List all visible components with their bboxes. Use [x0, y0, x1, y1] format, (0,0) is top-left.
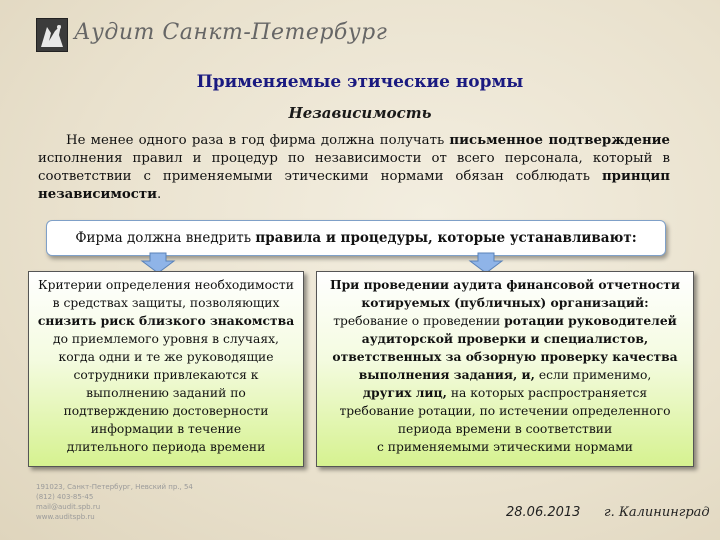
box-line: выполнению заданий по [86, 386, 246, 400]
box-line: сотрудники привлекаются к [73, 368, 259, 382]
box-line: подтверждению достоверности [63, 404, 269, 418]
box-line: Критерии определения необходимости [38, 278, 294, 292]
box-line: в средствах защиты, позволяющих [52, 296, 280, 310]
box-bold-text: ротации руководителей [504, 313, 677, 328]
logo-icon [36, 18, 68, 52]
banner-bold-text: правила и процедуры, которые устанавливают: [255, 230, 637, 246]
page-title: Применяемые этические нормы [196, 72, 524, 92]
para-text-2: исполнения правил и процедур по независимости от всего персонала, который в соответствии с применяемыми этическими нормами обязан соблюдать [38, 151, 670, 184]
box-line [317, 312, 693, 330]
box-line: с применяемыми этическими нормами [376, 440, 633, 454]
box-bold-text: других лиц, [362, 385, 447, 400]
box-line [317, 384, 693, 402]
box-bold-text: выполнения задания, и, [358, 367, 535, 382]
box-line: периода времени в соответствии [397, 422, 613, 436]
box-line: длительного периода времени [66, 440, 266, 454]
footer-phone: (812) 403-85-45 [36, 493, 94, 501]
box-line: ответственных за обзорную проверку качества [332, 349, 678, 364]
box-line: котируемых (публичных) организаций: [361, 295, 649, 310]
footer-website: www.auditspb.ru [36, 513, 95, 521]
footer-address-line: 191023, Санкт-Петербург, Невский пр., 54 [36, 483, 193, 491]
box-line: когда одни и те же руководящие [58, 350, 274, 364]
box-line: до приемлемого уровня в случаях, [53, 332, 279, 346]
box-line: снизить риск близкого знакомства [37, 313, 295, 328]
para-bold-2: принцип независимости [38, 169, 670, 202]
banner-text: Фирма должна внедрить [75, 230, 256, 246]
box-text: на которых распространяется [446, 386, 648, 400]
box-line: аудиторской проверки и специалистов, [361, 331, 649, 346]
box-line [317, 366, 693, 384]
criteria-box [28, 271, 304, 467]
para-text-1: Не менее одного раза в год фирма должна получать [66, 133, 450, 148]
para-text-3: . [156, 187, 162, 202]
box-text: требование о проведении [333, 314, 505, 328]
brand-name: Аудит Санкт-Петербург [74, 20, 388, 45]
box-text: если применимо, [534, 368, 652, 382]
para-bold-1: письменное подтверждение [449, 133, 670, 148]
rules-banner [46, 220, 666, 256]
footer-email: mail@audit.spb.ru [36, 503, 101, 511]
footer-city: г. Калининград [604, 505, 710, 520]
box-line: При проведении аудита финансовой отчетности [329, 277, 681, 292]
footer-date: 28.06.2013 [506, 505, 581, 520]
rotation-box [316, 271, 694, 467]
box-line: требование ротации, по истечении определенного [339, 404, 671, 418]
footer-address [36, 482, 193, 522]
box-line: информации в течение [90, 422, 242, 436]
intro-paragraph [38, 132, 670, 204]
page-subtitle: Независимость [288, 104, 432, 122]
